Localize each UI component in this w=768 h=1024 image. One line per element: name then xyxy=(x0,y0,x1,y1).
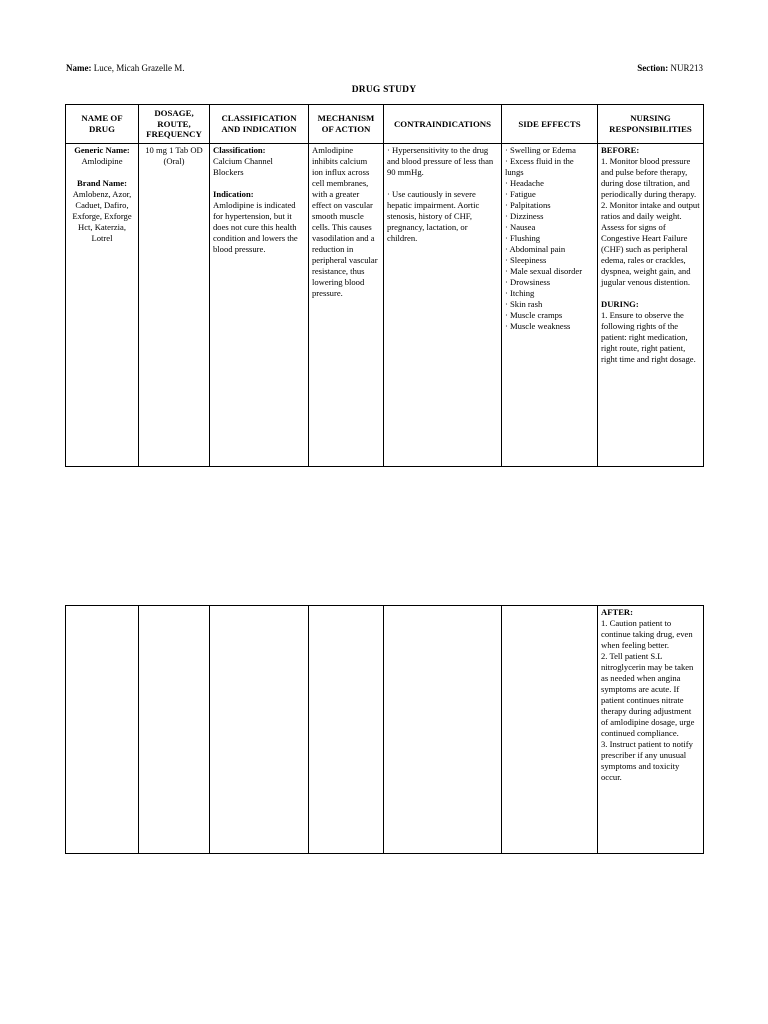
after-items xyxy=(601,618,700,783)
header-classification: CLASSIFICATION AND INDICATION xyxy=(210,105,309,144)
header-contraindications: CONTRAINDICATIONS xyxy=(384,105,502,144)
during-items xyxy=(601,310,700,365)
list-item: · Skin rash xyxy=(505,299,543,309)
cell-dosage xyxy=(139,144,210,467)
contraindications-list xyxy=(387,145,498,244)
cell-contraindications-empty xyxy=(384,606,502,854)
generic-name-value: Amlodipine xyxy=(81,156,123,166)
header-dosage: DOSAGE, ROUTE, FREQUENCY xyxy=(139,105,210,144)
list-item: · Abdominal pain xyxy=(505,244,566,254)
header-nursing: NURSING RESPONSIBILITIES xyxy=(598,105,704,144)
name-label: Name: xyxy=(66,63,92,73)
after-label: AFTER: xyxy=(601,607,633,617)
before-items xyxy=(601,156,700,288)
indication-label: Indication: xyxy=(213,189,254,199)
list-item: · Use cautiously in severe hepatic impairment. Aortic stenosis, history of CHF, pregnancy, lactation, or children. xyxy=(387,189,480,243)
table-row xyxy=(66,144,704,467)
list-item: · Fatigue xyxy=(505,189,536,199)
list-item: · Flushing xyxy=(505,233,541,243)
brand-name-value: Amlobenz, Azor, Caduet, Dafiro, Exforge, Exforge Hct, Katerzia, Lotrel xyxy=(72,189,132,243)
table-header-row xyxy=(66,105,704,144)
student-name xyxy=(66,63,184,74)
list-item: · Excess fluid in the lungs xyxy=(505,156,574,177)
section-value: NUR213 xyxy=(668,63,703,73)
drug-study-table-continued xyxy=(65,605,704,854)
cell-name-of-drug-empty xyxy=(66,606,139,854)
list-item: 1. Ensure to observe the following rights of the patient: right medication, right route, right patient, right time and right dosage. xyxy=(601,310,696,364)
list-item: · Sleepiness xyxy=(505,255,547,265)
cell-side-effects xyxy=(502,144,598,467)
cell-mechanism-empty xyxy=(309,606,384,854)
page-title: DRUG STUDY xyxy=(351,85,417,95)
list-item: · Male sexual disorder xyxy=(505,266,583,276)
list-item: 1. Caution patient to continue taking drug, even when feeling better. xyxy=(601,618,693,650)
document-header xyxy=(66,63,703,74)
cell-nursing xyxy=(598,144,704,467)
header-name-of-drug: NAME OF DRUG xyxy=(66,105,139,144)
list-item: 1. Monitor blood pressure and pulse before therapy, during dose tiltration, and periodically during therapy. xyxy=(601,156,697,199)
list-item: · Dizziness xyxy=(505,211,544,221)
cell-side-effects-empty xyxy=(502,606,598,854)
cell-name-of-drug xyxy=(66,144,139,467)
list-item: · Palpitations xyxy=(505,200,551,210)
list-item: · Drowsiness xyxy=(505,277,551,287)
classification-label: Classification: xyxy=(213,145,266,155)
section-label: Section: xyxy=(637,63,669,73)
cell-dosage-empty xyxy=(139,606,210,854)
during-label: DURING: xyxy=(601,299,639,309)
list-item: · Muscle cramps xyxy=(505,310,563,320)
list-item: 3. Instruct patient to notify prescriber if any unusual symptoms and toxicity occur. xyxy=(601,739,693,782)
list-item: · Nausea xyxy=(505,222,536,232)
list-item: · Muscle weakness xyxy=(505,321,571,331)
cell-nursing-after xyxy=(598,606,704,854)
before-label: BEFORE: xyxy=(601,145,640,155)
cell-contraindications xyxy=(384,144,502,467)
generic-name-label: Generic Name: xyxy=(74,145,130,155)
cell-classification-empty xyxy=(210,606,309,854)
indication-value: Amlodipine is indicated for hypertension, but it does not cure this health condition and lowers the blood pressure. xyxy=(213,200,298,254)
brand-name-label: Brand Name: xyxy=(77,178,127,188)
list-item: 2. Tell patient S.L nitroglycerin may be taken as needed when angina symptoms are acute. If patient continues nitrate therapy during adjustment of amlodipine dosage, urge continued compliance. xyxy=(601,651,695,738)
cell-classification xyxy=(210,144,309,467)
header-mechanism: MECHANISM OF ACTION xyxy=(309,105,384,144)
side-effects-list xyxy=(505,145,594,332)
list-item: · Swelling or Edema xyxy=(505,145,576,155)
list-item: · Hypersensitivity to the drug and blood pressure of less than 90 mmHg. xyxy=(387,145,494,177)
section xyxy=(637,63,703,74)
list-item: · Headache xyxy=(505,178,544,188)
classification-value: Calcium Channel Blockers xyxy=(213,156,273,177)
table-row xyxy=(66,606,704,854)
list-item: · Itching xyxy=(505,288,535,298)
drug-study-table xyxy=(65,104,704,467)
header-side-effects: SIDE EFFECTS xyxy=(502,105,598,144)
list-item: 2. Monitor intake and output ratios and daily weight. Assess for signs of Congestive Heart Failure (CHF) such as peripheral edema, rales or crackles, dyspnea, weight gain, and jugular venous distention. xyxy=(601,200,700,287)
cell-mechanism xyxy=(309,144,384,467)
name-value: Luce, Micah Grazelle M. xyxy=(91,63,185,73)
dosage-value: 10 mg 1 Tab OD (Oral) xyxy=(145,145,203,166)
mechanism-text: Amlodipine inhibits calcium ion influx across cell membranes, with a greater effect on vascular smooth muscle cells. This causes vasodilation and a reduction in peripheral vascular resistance, thus lowering blood pressure. xyxy=(312,145,378,298)
